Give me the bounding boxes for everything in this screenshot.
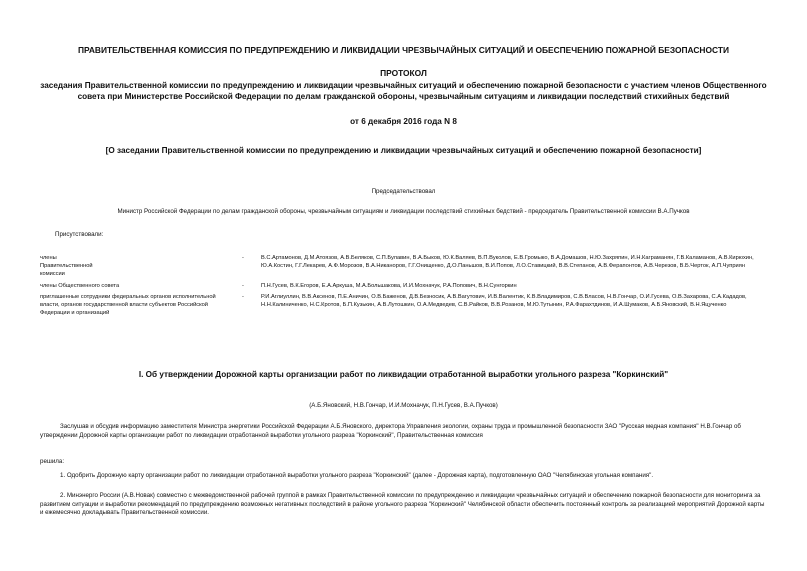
attendee-names: П.Н.Гусев, В.К.Егоров, Е.А.Аркуша, М.А.Большакова, И.И.Мохначук, Р.А.Попович, В.Н.Сунгоркин [261, 283, 517, 289]
chaired-label: Председательствовал [371, 188, 436, 195]
attendee-category: члены Правительственной комиссии [40, 255, 93, 277]
attendee-dash: - [242, 283, 244, 289]
document-title: [О заседании Правительственной комиссии по предупреждению и ликвидации чрезвычайных ситуаций и обеспечению пожарной безопасности] [105, 146, 702, 155]
decision-item: 1. Одобрить Дорожную карту организации работ по ликвидации отработанной выработки угольного разреза "Коркинский" (далее - Дорожная карта), подготовленную ОАО "Челябинская угольная компания". [60, 472, 654, 479]
protocol-date: от 6 декабря 2016 года N 8 [350, 117, 457, 126]
attendee-names: Р.И.Аглиуллин, В.В.Аксенов, П.Е.Аничин, О.В.Баженов, Д.В.Безносик, А.В.Вагутович, И.В.Валентик, К.В.Владимиров, С.В.Власов, Н.В.Гончар, О.И.Гусева, О.В.Захарова, С.А.Кададов, Н.Н.Калиниченко, Н.С.Кротов, Б.П.Кузькин, А.В.Лутошкин, О.А.Медведев, С.В.Райков, В.В.Розанов, М.Ю.Тутынин, Р.А.Фарахтдинов, И.А.Шумаков, А.Б.Яновский, В.Н.Яцученко [261, 294, 747, 308]
decided-label: решила: [40, 458, 65, 465]
attendee-category: приглашенные сотрудники федеральных органов исполнительной власти, органов государственной власти субъектов Российской Федерации и организаций [40, 294, 216, 316]
attendee-dash: - [242, 255, 244, 261]
discussion-paragraph: Заслушав и обсудив информацию заместителя Министра энергетики Российской Федерации А.Б.Яновского, директора Управления экологии, охраны труда и промышленной безопасности ЗАО "Русская медная компания" Н.В.Гончар об утверждении Дорожной карты организации работ по ликвидации отработанной выработки угольного разреза "Коркинский", Правительственная комиссия [40, 423, 741, 439]
chairman-text: Министр Российской Федерации по делам гражданской обороны, чрезвычайным ситуациям и ликвидации последствий стихийных бедствий - председатель Правительственной комиссии В.А.Пучков [117, 208, 690, 215]
protocol-heading: ПРОТОКОЛ [380, 68, 427, 78]
decision-item: 2. Минэнерго России (А.В.Новак) совместно с межведомственной рабочей группой в рамках Правительственной комиссии по предупреждению и ликвидации чрезвычайных ситуаций и обеспечению пожарной безопасности для мониторинга за развитием ситуации и выработки рекомендаций по предупреждению возможных негативных последствий в районе угольного разреза "Коркинский" Челябинской области обеспечить постоянный контроль за реализацией мероприятий Дорожной карты и ежемесячно докладывать Правительственной комиссии. [40, 492, 765, 516]
attendee-names: В.С.Артамонов, Д.М.Атоязов, А.В.Беляков, С.П.Булавин, В.А.Быков, Ю.К.Валяев, В.П.Вуколов, Е.В.Громыко, В.А.Домашов, Н.Ю.Захряпин, И.Н.Каграманян, Г.В.Каламанов, А.В.Кирюхин, Ю.А.Костин, Г.Г.Лекарев, А.Ф.Морозов, В.А.Никаноров, Г.Г.Онищенко, Д.О.Паньшов, В.И.Попов, Л.О.Ставицкий, В.В.Степанов, А.В.Ферапонтов, А.В.Черезов, В.Б.Черток, А.П.Чуприян [261, 255, 754, 269]
attendee-row [0, 293, 807, 333]
attendee-row [0, 282, 807, 292]
protocol-subtitle: заседания Правительственной комиссии по предупреждению и ликвидации чрезвычайных ситуаций и обеспечению пожарной безопасности с участием членов Общественного совета при Министерстве Российской Федерации по делам гражданской обороны, чрезвычайным ситуациям и ликвидации последствий стихийных бедствий [40, 81, 767, 101]
present-label: Присутствовали: [55, 231, 104, 238]
section-speakers: (А.Б.Яновский, Н.В.Гончар, И.И.Мохначук, П.Н.Гусев, В.А.Пучков) [309, 402, 498, 409]
attendee-category: члены Общественного совета [40, 283, 120, 289]
organization-title: ПРАВИТЕЛЬСТВЕННАЯ КОМИССИЯ ПО ПРЕДУПРЕЖДЕНИЮ И ЛИКВИДАЦИИ ЧРЕЗВЫЧАЙНЫХ СИТУАЦИЙ И ОБЕСПЕЧЕНИЮ ПОЖАРНОЙ БЕЗОПАСНОСТИ [78, 45, 729, 55]
attendee-dash: - [242, 294, 244, 300]
section-title: I. Об утверждении Дорожной карты организации работ по ликвидации отработанной выработки угольного разреза "Коркинский" [138, 370, 669, 379]
